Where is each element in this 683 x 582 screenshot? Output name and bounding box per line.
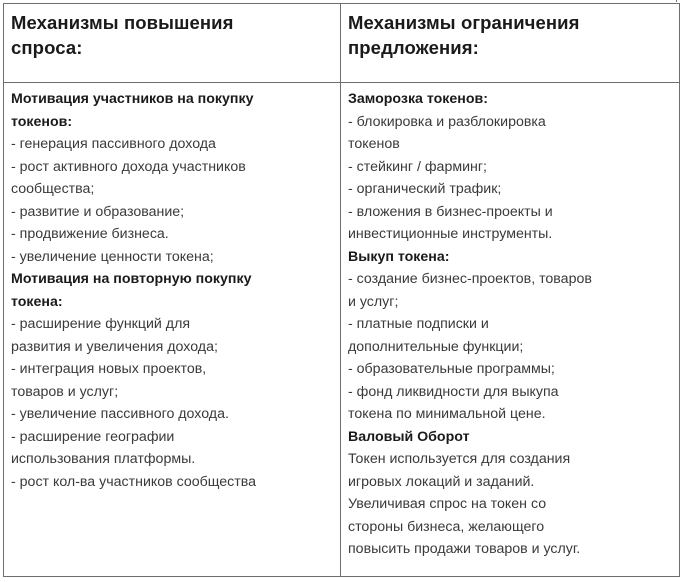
- supply-line: токена по минимальной цене.: [348, 406, 546, 422]
- demand-heading: Мотивация участников на покупку: [11, 91, 254, 107]
- mechanisms-table: [3, 3, 680, 577]
- supply-line: - платные подписки и: [348, 316, 489, 332]
- demand-heading: Мотивация на повторную покупку: [11, 271, 252, 287]
- demand-line: развития и увеличения дохода;: [11, 338, 218, 355]
- supply-line: Токен используется для создания: [348, 451, 571, 467]
- demand-line: - увеличение пассивного дохода.: [11, 406, 229, 422]
- body-row: [4, 83, 680, 577]
- supply-line: дополнительные функции;: [348, 338, 524, 355]
- demand-line: - рост кол-ва участников сообщества: [11, 473, 257, 490]
- supply-line: токенов: [348, 136, 400, 152]
- demand-heading: токенов:: [11, 113, 73, 130]
- supply-mechanisms-cell: [341, 83, 680, 577]
- demand-mechanisms-cell: [4, 83, 341, 577]
- supply-line: - фонд ликвидности для выкупа: [348, 383, 559, 400]
- page-edge-mark: [666, 0, 677, 2]
- demand-line: товаров и услуг;: [11, 383, 119, 400]
- supply-line: - вложения в бизнес-проекты и: [348, 203, 553, 220]
- demand-line: использования платформы.: [11, 451, 196, 467]
- supply-line: игровых локаций и заданий.: [348, 473, 535, 490]
- supply-line: инвестиционные инструменты.: [348, 226, 553, 242]
- header-supply-line-1: Механизмы ограничения: [348, 12, 580, 33]
- supply-line: - стейкинг / фарминг;: [348, 158, 487, 175]
- supply-heading: Заморозка токенов:: [348, 91, 488, 107]
- supply-line: и услуг;: [348, 293, 399, 310]
- demand-line: сообщества;: [11, 181, 95, 197]
- demand-heading: токена:: [11, 293, 63, 310]
- demand-line: - расширение географии: [11, 428, 175, 445]
- supply-line: - образовательные программы;: [348, 361, 555, 377]
- supply-line: стороны бизнеса, желающего: [348, 518, 545, 535]
- header-demand-line-2: спроса:: [11, 37, 83, 58]
- header-demand-line-1: Механизмы повышения: [11, 12, 234, 33]
- supply-line: - органический трафик;: [348, 181, 502, 197]
- demand-line: - интеграция новых проектов,: [11, 361, 207, 377]
- supply-line: повысить продажи товаров и услуг.: [348, 541, 581, 557]
- supply-heading: Валовый Оборот: [348, 428, 470, 445]
- header-supply-line-2: предложения:: [348, 37, 479, 58]
- demand-line: - развитие и образование;: [11, 203, 185, 220]
- demand-line: - генерация пассивного дохода: [11, 136, 216, 152]
- demand-line: - рост активного дохода участников: [11, 158, 246, 175]
- demand-line: - расширение функций для: [11, 316, 191, 332]
- demand-line: - увеличение ценности токена;: [11, 248, 214, 265]
- header-row: [4, 4, 680, 83]
- demand-line: - продвижение бизнеса.: [11, 226, 169, 242]
- supply-heading: Выкуп токена:: [348, 248, 450, 265]
- supply-line: - создание бизнес-проектов, товаров: [348, 271, 592, 287]
- header-cell-demand: [4, 4, 341, 83]
- supply-line: Увеличивая спрос на токен со: [348, 496, 547, 512]
- supply-line: - блокировка и разблокировка: [348, 113, 546, 130]
- header-cell-supply: [341, 4, 680, 83]
